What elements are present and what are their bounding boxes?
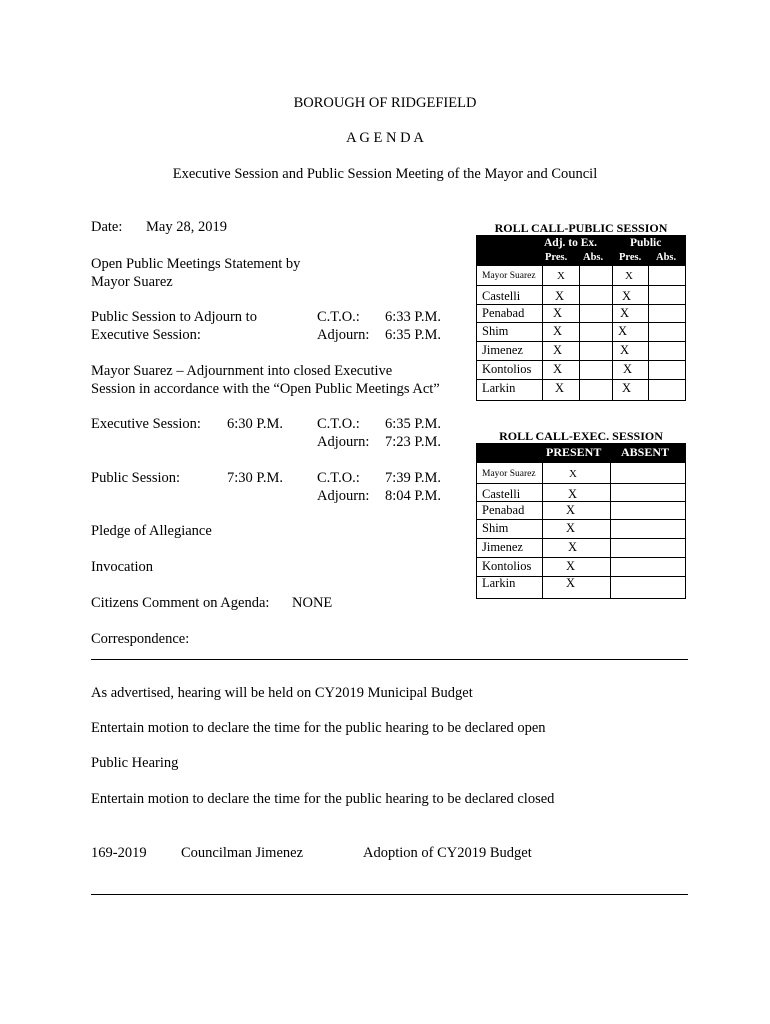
- closed-session-line2: Session in accordance with the “Open Public Meetings Act”: [91, 381, 440, 397]
- member-name: Larkin: [482, 576, 516, 590]
- public-session-label: Public Session:: [91, 470, 181, 486]
- table-row: [477, 577, 685, 598]
- executive-session-cto-time: 6:35 P.M.: [385, 416, 442, 432]
- member-name: Shim: [482, 324, 509, 338]
- member-name: Castelli: [482, 289, 521, 303]
- public-pres-mark: X: [618, 324, 628, 338]
- adj-pres-mark: X: [553, 306, 563, 320]
- present-mark: X: [568, 487, 578, 501]
- adjourn-exec-cto-label: C.T.O.:: [317, 309, 360, 325]
- member-name: Penabad: [482, 503, 525, 517]
- table-row: [477, 463, 685, 484]
- member-name: Jimenez: [482, 343, 523, 357]
- table-row: [477, 484, 685, 502]
- meeting-title: Executive Session and Public Session Meeting of the Mayor and Council: [172, 166, 598, 182]
- member-name: Shim: [482, 521, 509, 535]
- group-adj-to-ex: Adj. to Ex.: [544, 237, 598, 249]
- adj-pres-mark: X: [553, 324, 563, 338]
- public-pres-mark: X: [620, 343, 630, 357]
- table-row: [477, 342, 685, 361]
- date-label: Date:: [91, 219, 123, 235]
- public-session-adjourn-time: 8:04 P.M.: [385, 488, 442, 504]
- table-row: [477, 380, 685, 400]
- member-name: Kontolios: [482, 559, 532, 573]
- table-row: [477, 323, 685, 342]
- sub-abs-1: Abs.: [583, 252, 604, 263]
- present-mark: X: [566, 576, 576, 590]
- invocation-item: Invocation: [91, 559, 154, 575]
- member-name: Larkin: [482, 381, 516, 395]
- table-row: [477, 266, 685, 286]
- member-name: Jimenez: [482, 540, 523, 554]
- sub-pres-2: Pres.: [619, 252, 642, 263]
- resolution-sponsor: Councilman Jimenez: [181, 845, 304, 861]
- public-pres-mark: X: [623, 362, 633, 376]
- public-session-time: 7:30 P.M.: [227, 470, 284, 486]
- hearing-motion-open: Entertain motion to declare the time for the public hearing to be declared open: [91, 720, 546, 736]
- member-name: Mayor Suarez: [482, 469, 536, 479]
- borough-title: BOROUGH OF RIDGEFIELD: [293, 95, 477, 111]
- executive-session-label: Executive Session:: [91, 416, 201, 432]
- adjourn-exec-adjourn-time: 6:35 P.M.: [385, 327, 442, 343]
- executive-session-cto-label: C.T.O.:: [317, 416, 360, 432]
- member-name: Mayor Suarez: [482, 271, 536, 281]
- adj-pres-mark: X: [557, 270, 565, 282]
- executive-session-adjourn-time: 7:23 P.M.: [385, 434, 442, 450]
- public-session-cto-time: 7:39 P.M.: [385, 470, 442, 486]
- adjourn-exec-adjourn-label: Adjourn:: [317, 327, 370, 343]
- present-mark: X: [568, 540, 578, 554]
- public-pres-mark: X: [625, 270, 633, 282]
- public-hearing: Public Hearing: [91, 755, 179, 771]
- roll-call-exec-title: ROLL CALL-EXEC. SESSION: [499, 429, 663, 443]
- date-value: May 28, 2019: [146, 219, 227, 235]
- table-row: [477, 502, 685, 520]
- present-mark: X: [566, 559, 576, 573]
- table-row: [477, 286, 685, 305]
- public-session-cto-label: C.T.O.:: [317, 470, 360, 486]
- absent-heading: ABSENT: [621, 445, 670, 459]
- present-mark: X: [569, 468, 577, 480]
- present-heading: PRESENT: [546, 445, 602, 459]
- closed-session-line1: Mayor Suarez – Adjournment into closed Executive: [91, 363, 393, 379]
- table-row: [477, 520, 685, 539]
- correspondence-item: Correspondence:: [91, 631, 190, 647]
- open-meetings-line1: Open Public Meetings Statement by: [91, 256, 301, 272]
- adj-pres-mark: X: [553, 362, 563, 376]
- hearing-advertised: As advertised, hearing will be held on CY2019 Municipal Budget: [91, 685, 473, 701]
- roll-call-exec-header: [476, 443, 686, 462]
- hearing-motion-closed: Entertain motion to declare the time for the public hearing to be declared closed: [91, 791, 555, 807]
- roll-call-public-table: [476, 265, 686, 401]
- public-pres-mark: X: [622, 289, 632, 303]
- member-name: Castelli: [482, 487, 521, 501]
- adjourn-exec-line1: Public Session to Adjourn to: [91, 309, 257, 325]
- resolution-number: 169-2019: [91, 845, 147, 861]
- roll-call-exec-table: [476, 462, 686, 599]
- table-row: [477, 539, 685, 558]
- member-name: Penabad: [482, 306, 525, 320]
- member-name: Kontolios: [482, 362, 532, 376]
- adj-pres-mark: X: [555, 289, 565, 303]
- present-mark: X: [566, 503, 576, 517]
- adj-pres-mark: X: [555, 381, 565, 395]
- public-pres-mark: X: [622, 381, 632, 395]
- adjourn-exec-cto-time: 6:33 P.M.: [385, 309, 442, 325]
- agenda-title: A G E N D A: [346, 130, 424, 146]
- sub-abs-2: Abs.: [656, 252, 677, 263]
- sub-pres-1: Pres.: [545, 252, 568, 263]
- pledge-item: Pledge of Allegiance: [91, 523, 212, 539]
- citizens-comment-value: NONE: [292, 595, 333, 611]
- adj-pres-mark: X: [553, 343, 563, 357]
- present-mark: X: [566, 521, 576, 535]
- roll-call-public-header: [476, 235, 686, 265]
- executive-session-adjourn-label: Adjourn:: [317, 434, 370, 450]
- adjourn-exec-line2: Executive Session:: [91, 327, 201, 343]
- citizens-comment-label: Citizens Comment on Agenda:: [91, 595, 270, 611]
- executive-session-time: 6:30 P.M.: [227, 416, 284, 432]
- group-public: Public: [630, 237, 662, 249]
- divider-bottom: [91, 894, 688, 895]
- public-pres-mark: X: [620, 306, 630, 320]
- roll-call-public-title: ROLL CALL-PUBLIC SESSION: [494, 221, 668, 235]
- divider-top: [91, 659, 688, 660]
- public-session-adjourn-label: Adjourn:: [317, 488, 370, 504]
- open-meetings-line2: Mayor Suarez: [91, 274, 173, 290]
- table-row: [477, 305, 685, 323]
- resolution-title: Adoption of CY2019 Budget: [363, 845, 532, 861]
- table-row: [477, 361, 685, 380]
